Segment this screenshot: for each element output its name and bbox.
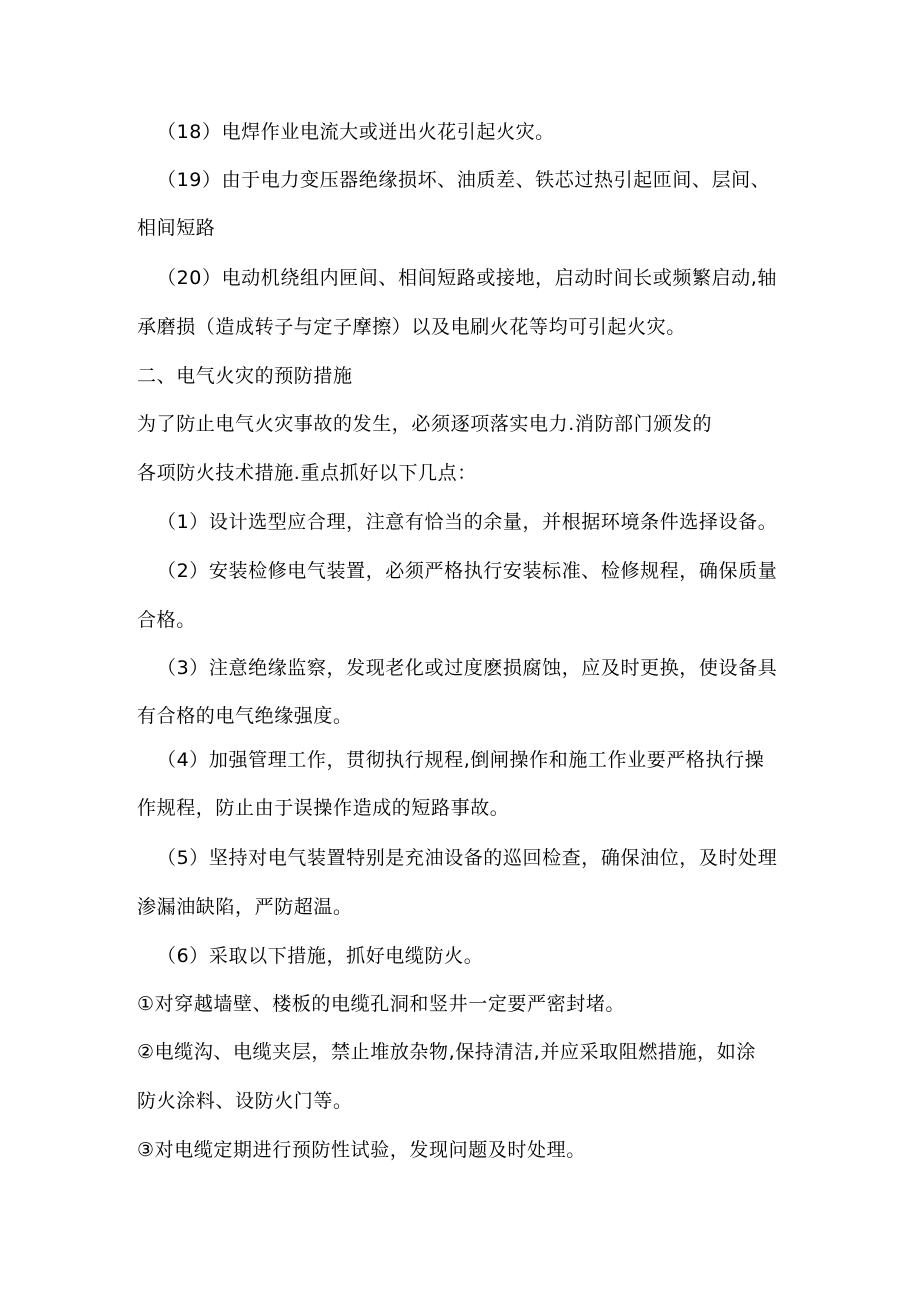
text-line-20: （20）电动机绕组内匣间、相间短路或接地，启动时间长或频繁启动,轴 <box>157 267 778 289</box>
cable-item-2: ②电缆沟、电缆夹层，禁止堆放杂物,保持清洁,并应采取阻燃措施，如涂 <box>137 1041 756 1063</box>
cable-item-3: ③对电缆定期进行预防性试验，发现问题及时处理。 <box>137 1139 586 1161</box>
intro-line-2: 各项防火技术措施.重点抓好以下几点： <box>137 462 477 484</box>
measure-4-cont: 作规程，防止由于误操作造成的短路事故。 <box>137 797 510 819</box>
text-line-18: （18）电焊作业电流大或迸出火花引起火灾。 <box>157 121 555 143</box>
measure-2: （2）安装检修电气装置，必须严格执行安装标准、检修规程，确保质量 <box>157 560 778 582</box>
measure-2-cont: 合格。 <box>137 609 196 631</box>
cable-item-2-cont: 防火涂料、设防火门等。 <box>137 1090 353 1112</box>
measure-3: （3）注意绝缘监察，发现老化或过度麽损腐蚀，应及时更换，使设备具 <box>157 657 778 679</box>
measure-4: （4）加强管理工作，贯彻执行规程,倒闸操作和施工作业要严格执行操 <box>157 749 765 771</box>
measure-3-cont: 有合格的电气绝缘强度。 <box>137 705 353 727</box>
section-heading: 二、电气火灾的预防措施 <box>137 365 353 387</box>
text-line-19-cont: 相间短路 <box>137 217 216 239</box>
cable-item-1: ①对穿越墙壁、楼板的电缆孔洞和竖井一定要严密封堵。 <box>137 993 626 1015</box>
intro-line-1: 为了防止电气火灾事故的发生，必须逐项落实电力.消防部门颁发的 <box>137 413 713 435</box>
measure-6: （6）采取以下措施，抓好电缆防火。 <box>157 945 484 967</box>
text-line-19: （19）由于电力变压器绝缘损坏、油质差、铁芯过热引起匝间、层间、 <box>157 169 771 191</box>
measure-5: （5）坚持对电气装置特别是充油设备的巡回检查，确保油位，及时处理 <box>157 847 778 869</box>
measure-5-cont: 渗漏油缺陷，严防超温。 <box>137 896 353 918</box>
text-line-20-cont: 承磨损（造成转子与定子摩擦）以及电刷火花等均可引起火灾。 <box>137 316 686 338</box>
measure-1: （1）设计选型应合理，注意有恰当的余量，并根据环境条件选择设备。 <box>157 511 778 533</box>
